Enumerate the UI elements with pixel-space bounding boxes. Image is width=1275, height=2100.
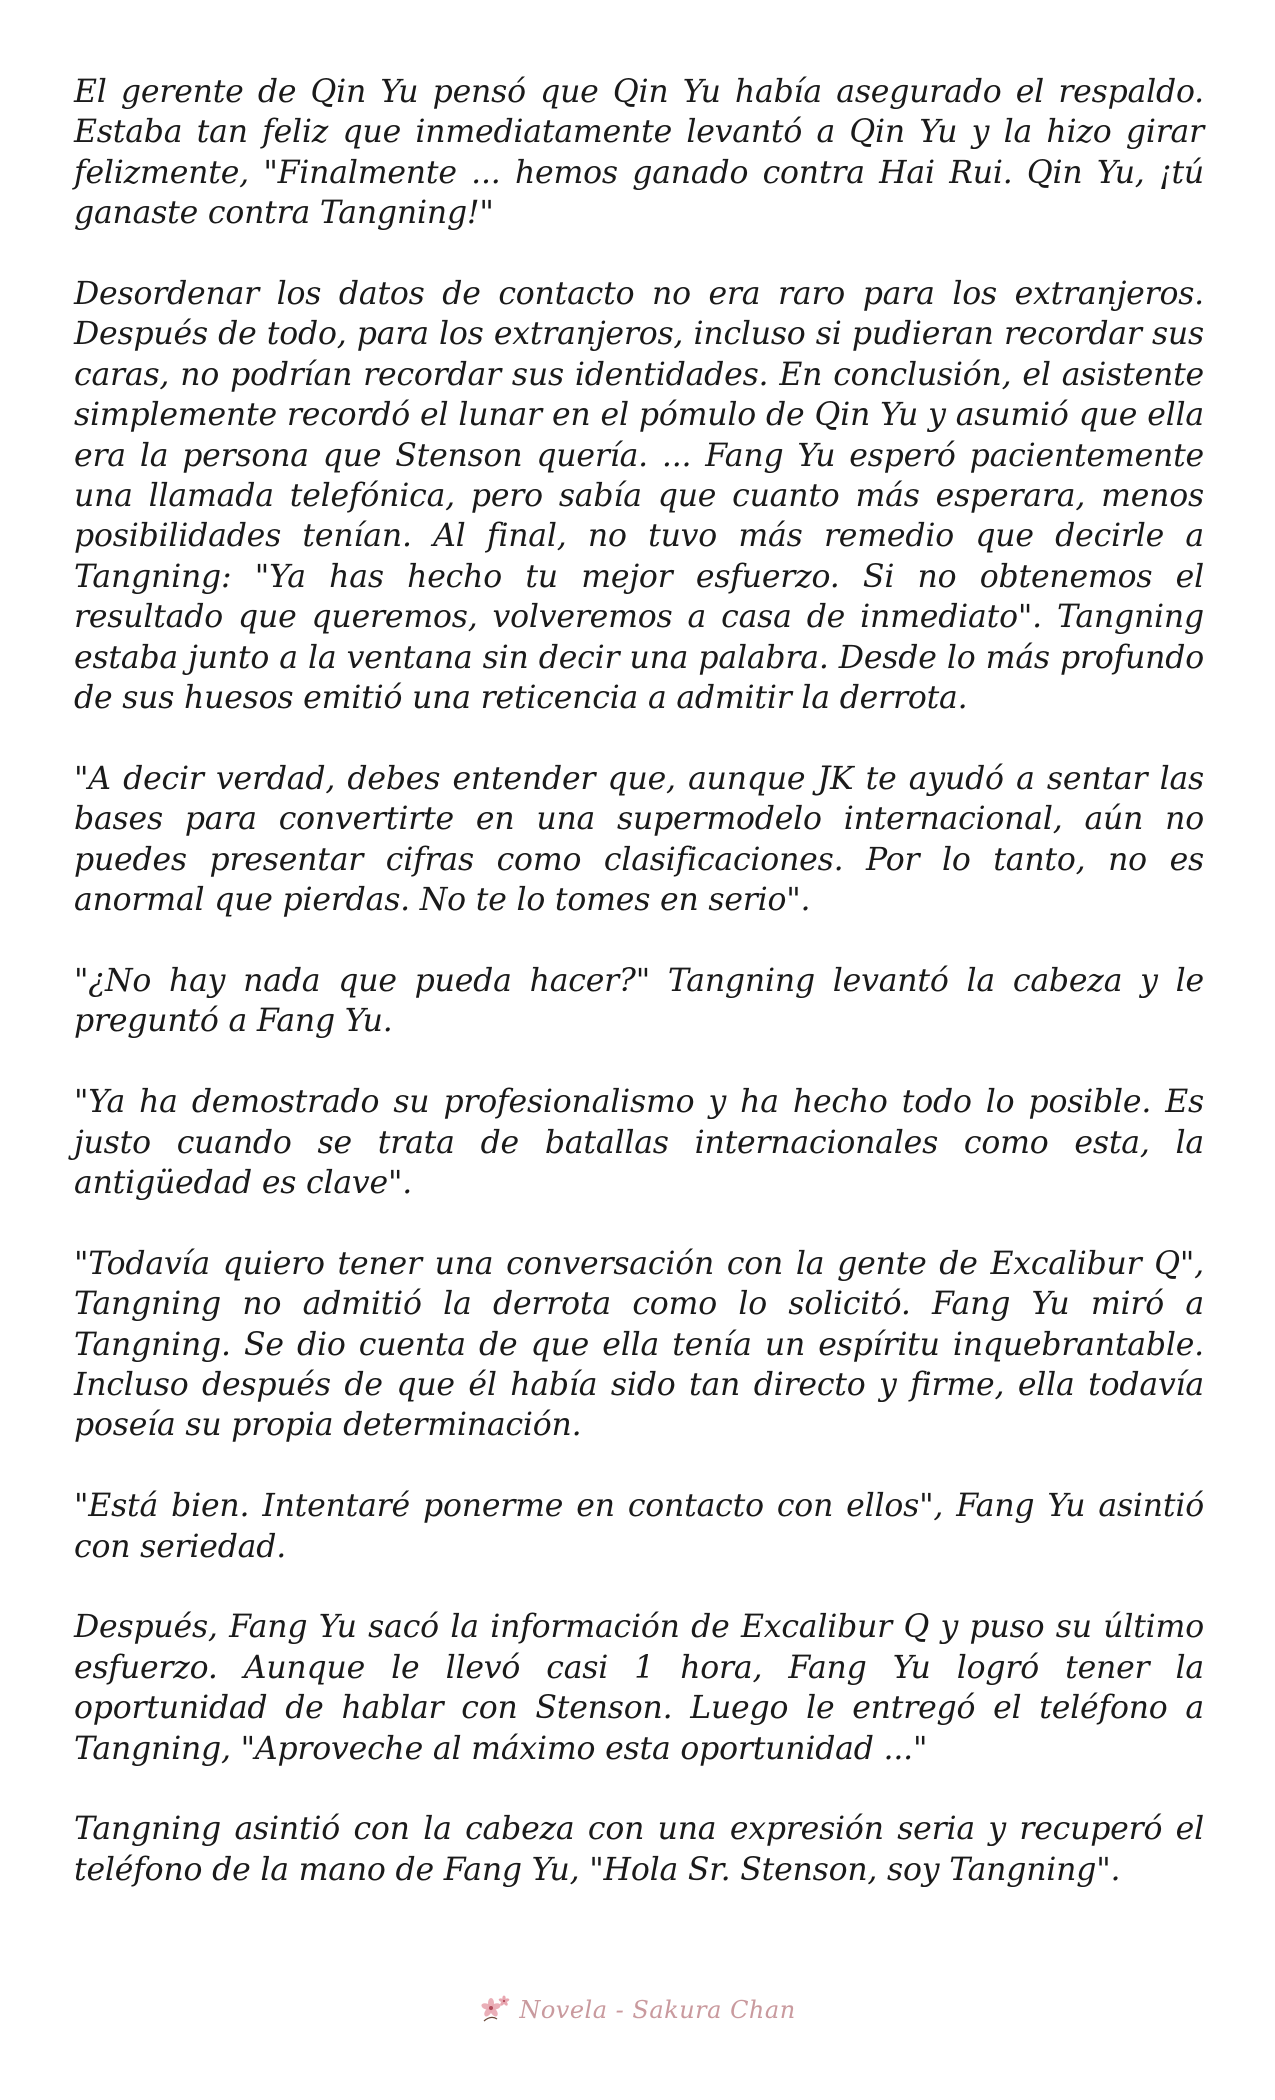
watermark-text: Novela - Sakura Chan: [519, 1996, 796, 2024]
paragraph: "Todavía quiero tener una conversación con la gente de Excalibur Q", Tangning no admitió la derrota como lo solicitó. Fang Yu miró a Tangning. Se dio cuenta de que ella tenía un espíritu inquebrantable. Incluso después de que él había sido tan directo y firme, ella todavía poseía su propia determinación.: [74, 1245, 1204, 1444]
paragraph: Después, Fang Yu sacó la información de Excalibur Q y puso su último esfuerzo. Aunque le llevó casi 1 hora, Fang Yu logró tener la oportunidad de hablar con Stenson. Luego le entregó el teléfono a Tangning, "Aproveche al máximo esta oportunidad ...": [74, 1609, 1204, 1767]
paragraph: Tangning asintió con la cabeza con una expresión seria y recuperó el teléfono de la mano de Fang Yu, "Hola Sr. Stenson, soy Tangning".: [74, 1811, 1204, 1888]
sakura-flower-icon: [479, 1993, 513, 2027]
paragraph: Desordenar los datos de contacto no era raro para los extranjeros. Después de todo, para los extranjeros, incluso si pudieran recordar sus caras, no podrían recordar sus identidades. En conclusión, el asistente simplemente recordó el lunar en el pómulo de Qin Yu y asumió que ella era la persona que Stenson quería. ... Fang Yu esperó pacientemente una llamada telefónica, pero sabía que cuanto más esperara, menos posibilidades tenían. Al final, no tuvo más remedio que decirle a Tangning: "Ya has hecho tu mejor esfuerzo. Si no obtenemos el resultado que queremos, volveremos a casa de inmediato". Tangning estaba junto a la ventana sin decir una palabra. Desde lo más profundo de sus huesos emitió una reticencia a admitir la derrota.: [74, 276, 1204, 717]
paragraph: "A decir verdad, debes entender que, aunque JK te ayudó a sentar las bases para convertirte en una supermodelo internacional, aún no puedes presentar cifras como clasificaciones. Por lo tanto, no es anormal que pierdas. No te lo tomes en serio".: [74, 760, 1204, 919]
paragraph: "Ya ha demostrado su profesionalismo y ha hecho todo lo posible. Es justo cuando se trata de batallas internacionales como esta, la antigüedad es clave".: [74, 1084, 1204, 1201]
footer-watermark: [0, 1993, 1275, 2027]
watermark: [479, 1993, 795, 2027]
paragraph: El gerente de Qin Yu pensó que Qin Yu había asegurado el respaldo. Estaba tan feliz que inmediatamente levantó a Qin Yu y la hizo girar felizmente, "Finalmente ... hemos ganado contra Hai Rui. Qin Yu, ¡tú ganaste contra Tangning!": [74, 74, 1204, 232]
paragraph: "Está bien. Intentaré ponerme en contacto con ellos", Fang Yu asintió con seriedad.: [74, 1488, 1204, 1565]
document-body: [74, 72, 1204, 1931]
paragraph: "¿No hay nada que pueda hacer?" Tangning levantó la cabeza y le preguntó a Fang Yu.: [74, 962, 1204, 1040]
